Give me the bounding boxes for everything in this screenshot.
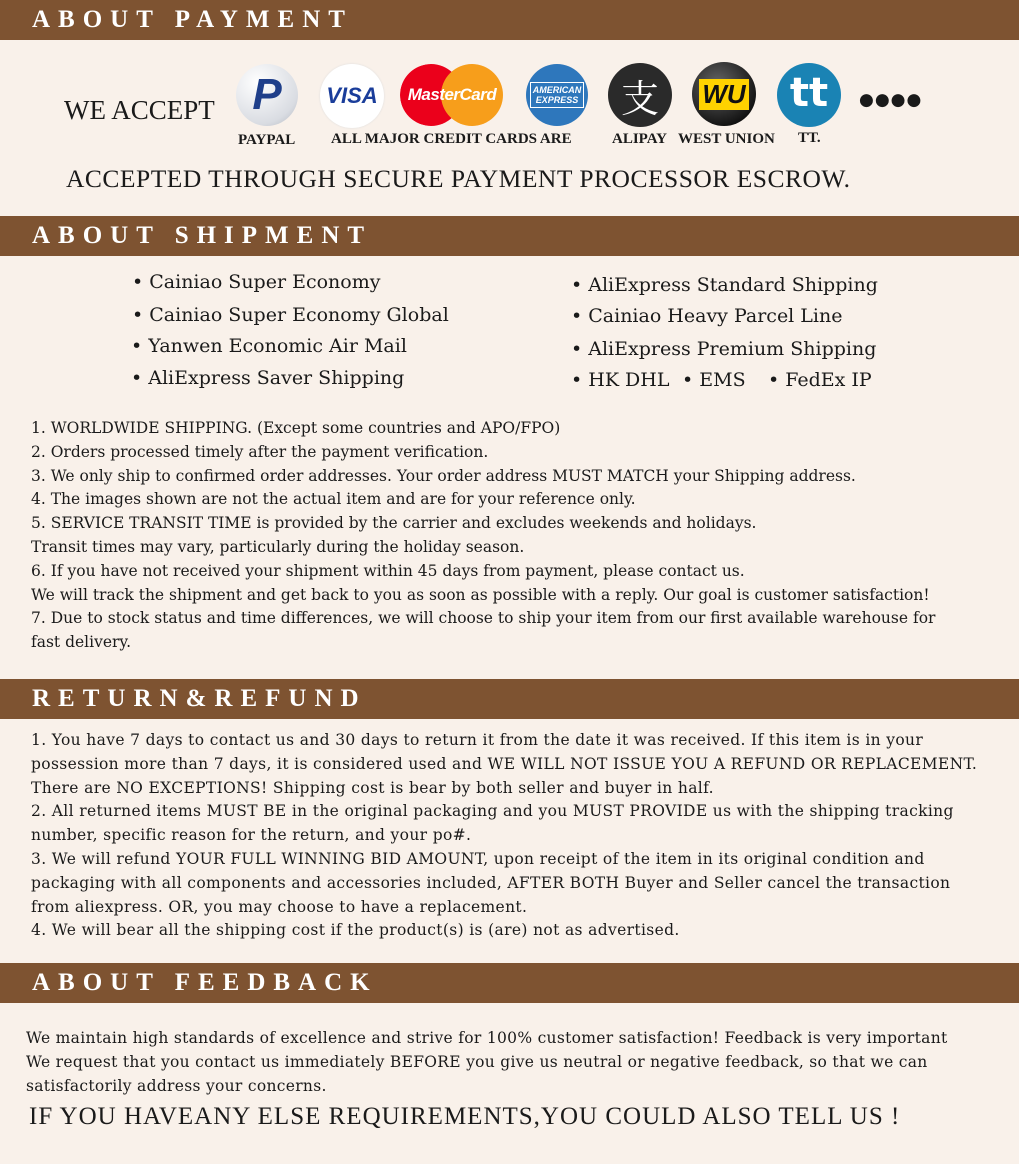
shipping-method: • Cainiao Super Economy bbox=[132, 271, 381, 293]
visa-icon: VISA bbox=[320, 64, 384, 128]
we-accept-label: WE ACCEPT bbox=[64, 95, 215, 125]
shipping-method: • AliExpress Premium Shipping bbox=[571, 338, 877, 360]
western-union-icon: WU bbox=[692, 62, 756, 126]
policy-line: Transit times may vary, particularly during the holiday season. bbox=[31, 537, 525, 556]
paypal-icon: P bbox=[236, 64, 298, 126]
policy-line: 3. We only ship to confirmed order addresses. Your order address MUST MATCH your Shipping address. bbox=[31, 466, 856, 485]
shipping-method: • FedEx IP bbox=[768, 369, 872, 391]
policy-line: 7. Due to stock status and time differences, we will choose to ship your item from our first available warehouse for bbox=[31, 609, 936, 628]
feedback-text bbox=[26, 1026, 986, 1098]
policy-line: 6. If you have not received your shipment within 45 days from payment, please contact us. bbox=[31, 561, 745, 580]
shipping-method: • AliExpress Saver Shipping bbox=[131, 367, 405, 389]
more-dots: ●●●● bbox=[859, 90, 923, 110]
policy-line: 3. We will refund YOUR FULL WINNING BID AMOUNT, upon receipt of the item in its original condition and bbox=[31, 849, 925, 868]
policy-line: 1. WORLDWIDE SHIPPING. (Except some countries and APO/FPO) bbox=[31, 419, 561, 437]
policy-line: 2. All returned items MUST BE in the original packaging and you MUST PROVIDE us with the shipping tracking bbox=[31, 802, 954, 821]
shipment-section-header: ABOUT SHIPMENT bbox=[0, 216, 1019, 256]
policy-line: packaging with all components and accessories included, AFTER BOTH Buyer and Seller cancel the transaction bbox=[31, 873, 951, 892]
refund-section-header: RETURN&REFUND bbox=[0, 679, 1019, 719]
tt-icon: tt bbox=[777, 63, 841, 127]
shipping-method: • EMS bbox=[682, 369, 746, 391]
escrow-statement: ACCEPTED THROUGH SECURE PAYMENT PROCESSOR ESCROW. bbox=[66, 164, 851, 193]
policy-line: We will track the shipment and get back to you as soon as possible with a reply. Our goal is customer satisfaction! bbox=[31, 585, 930, 604]
payment-section-header: ABOUT PAYMENT bbox=[0, 0, 1019, 40]
policy-line: number, specific reason for the return, and your po#. bbox=[31, 826, 472, 845]
alipay-icon: 支 bbox=[608, 63, 672, 127]
policy-line: possession more than 7 days, it is considered used and WE WILL NOT ISSUE YOU A REFUND OR REPLACEMENT. bbox=[31, 754, 978, 773]
feedback-line: satisfactorily address your concerns. bbox=[26, 1077, 327, 1095]
closing-statement: IF YOU HAVEANY ELSE REQUIREMENTS,YOU COULD ALSO TELL US ! bbox=[29, 1103, 901, 1130]
shipping-method: • Cainiao Super Economy Global bbox=[132, 304, 449, 326]
mastercard-icon: MasterCard bbox=[400, 64, 504, 126]
alipay-caption: ALIPAY bbox=[612, 131, 668, 147]
shipping-method: • HK DHL bbox=[571, 369, 670, 391]
refund-policy bbox=[31, 729, 991, 943]
feedback-section-header: ABOUT FEEDBACK bbox=[0, 963, 1019, 1003]
policy-line: There are NO EXCEPTIONS! Shipping cost is bear by both seller and buyer in half. bbox=[31, 778, 714, 797]
policy-line: 4. The images shown are not the actual item and are for your reference only. bbox=[31, 490, 636, 509]
policy-line: 2. Orders processed timely after the payment verification. bbox=[31, 442, 489, 461]
american-express-icon: AMERICAN EXPRESS bbox=[526, 64, 588, 126]
west-union-caption: WEST UNION bbox=[678, 131, 775, 147]
policy-line: from aliexpress. OR, you may choose to have a replacement. bbox=[31, 897, 528, 916]
cards-caption: ALL MAJOR CREDIT CARDS ARE bbox=[331, 131, 572, 147]
shipping-method: • Cainiao Heavy Parcel Line bbox=[571, 305, 843, 327]
feedback-line: We maintain high standards of excellence and strive for 100% customer satisfaction! Feedback is very important bbox=[26, 1029, 948, 1047]
shipment-policy bbox=[31, 417, 991, 655]
policy-line: fast delivery. bbox=[31, 633, 132, 652]
shipping-method: • AliExpress Standard Shipping bbox=[571, 274, 878, 296]
policy-line: 5. SERVICE TRANSIT TIME is provided by the carrier and excludes weekends and holidays. bbox=[31, 514, 757, 533]
policy-line: 1. You have 7 days to contact us and 30 days to return it from the date it was received. If this item is in your bbox=[31, 731, 924, 749]
tt-caption: TT. bbox=[798, 130, 821, 146]
paypal-caption: PAYPAL bbox=[238, 132, 296, 148]
feedback-line: We request that you contact us immediately BEFORE you give us neutral or negative feedback, so that we can bbox=[26, 1053, 928, 1071]
policy-line: 4. We will bear all the shipping cost if the product(s) is (are) not as advertised. bbox=[31, 921, 680, 940]
shipping-method: • Yanwen Economic Air Mail bbox=[131, 335, 407, 357]
